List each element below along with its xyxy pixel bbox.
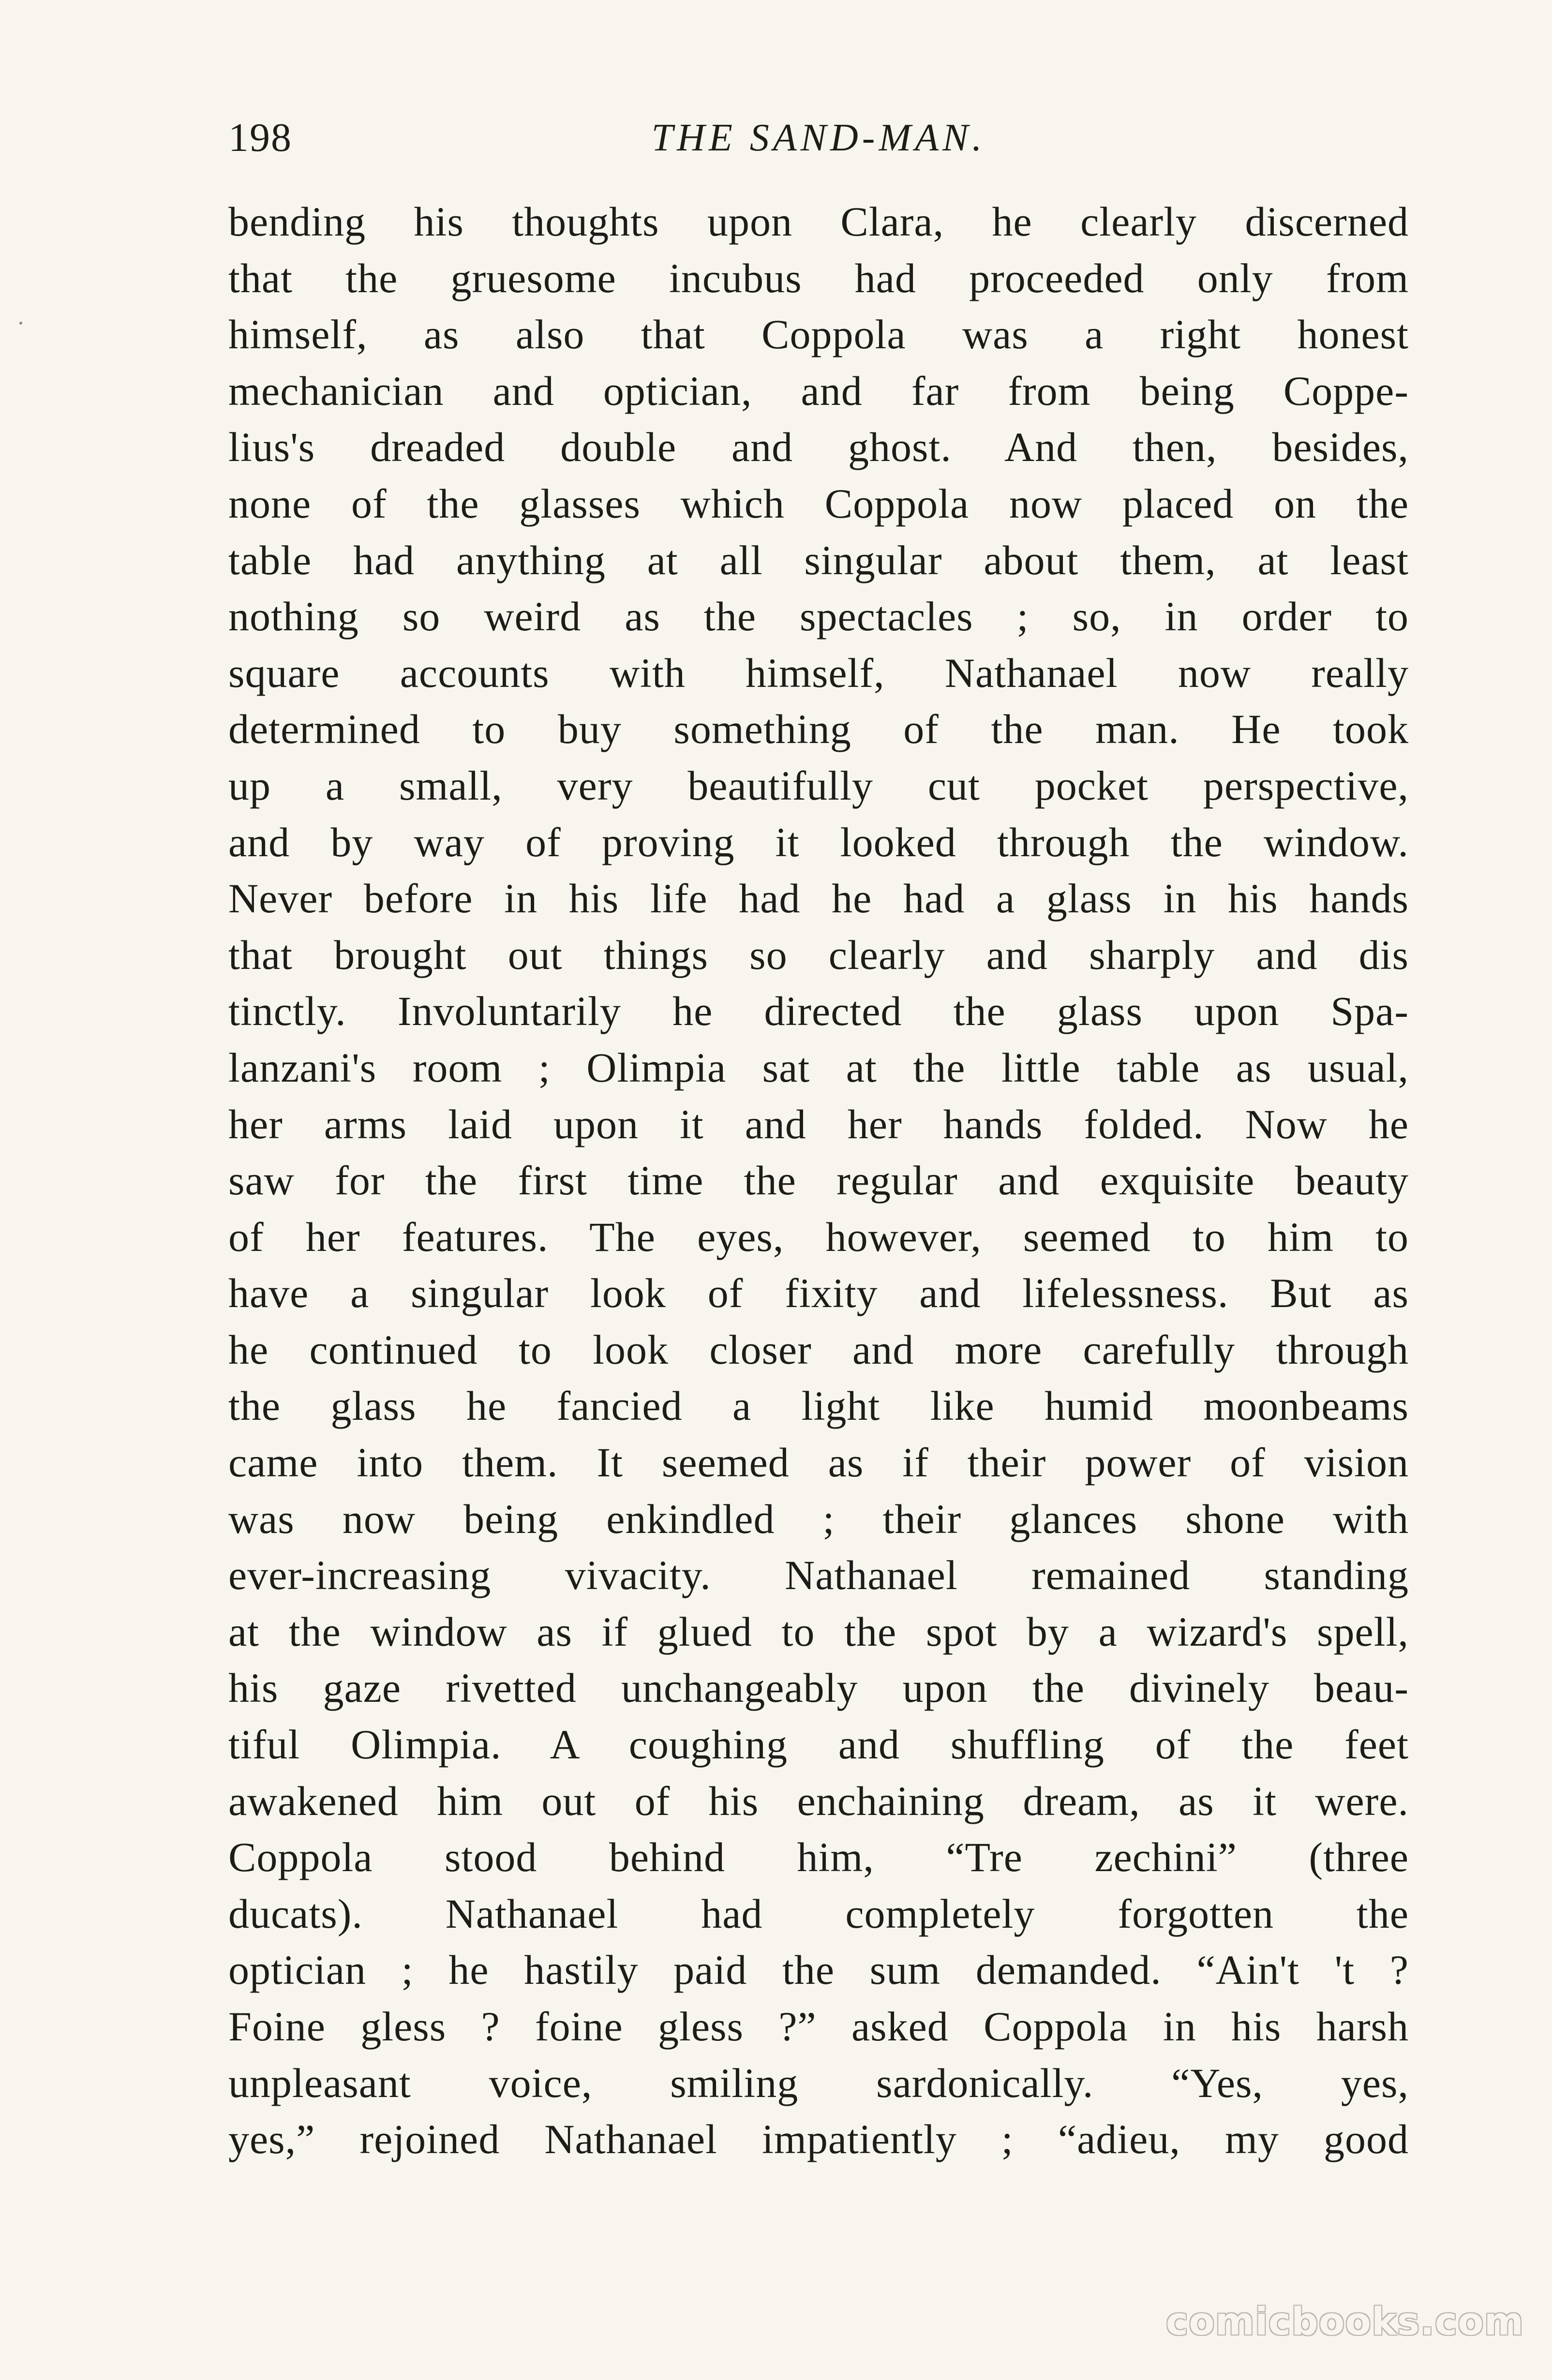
text-line: at the window as if glued to the spot by a wizard's spell, bbox=[228, 1608, 1409, 1655]
text-line: yes,” rejoined Nathanael impatiently ; “adieu, my good bbox=[228, 2116, 1409, 2163]
text-line: himself, as also that Coppola was a right honest bbox=[228, 311, 1409, 358]
page-header bbox=[228, 102, 1409, 174]
text-line: have a singular look of fixity and lifelessness. But as bbox=[228, 1270, 1409, 1317]
text-line: Coppola stood behind him, “Tre zechini” (three bbox=[228, 1834, 1409, 1881]
watermark: comicbooks.com bbox=[1165, 2300, 1524, 2344]
text-line: tinctly. Involuntarily he directed the glass upon Spa- bbox=[228, 988, 1409, 1035]
text-line: awakened him out of his enchaining dream, as it were. bbox=[228, 1777, 1409, 1824]
running-title: THE SAND-MAN. bbox=[651, 117, 986, 159]
page-number: 198 bbox=[228, 115, 292, 160]
text-line: tiful Olimpia. A coughing and shuffling of the feet bbox=[228, 1721, 1409, 1768]
text-line: nothing so weird as the spectacles ; so, in order to bbox=[228, 593, 1409, 640]
text-line: none of the glasses which Coppola now placed on the bbox=[228, 480, 1409, 527]
text-line: his gaze rivetted unchangeably upon the divinely beau- bbox=[228, 1665, 1409, 1711]
text-line: mechanician and optician, and far from being Coppe- bbox=[228, 367, 1409, 414]
text-line: that the gruesome incubus had proceeded only from bbox=[228, 254, 1409, 301]
text-line: square accounts with himself, Nathanael now really bbox=[228, 649, 1409, 696]
text-line: Never before in his life had he had a glass in his hands bbox=[228, 875, 1409, 922]
text-line: bending his thoughts upon Clara, he clearly discerned bbox=[228, 198, 1409, 245]
text-line: determined to buy something of the man. He took bbox=[228, 706, 1409, 753]
text-line: ever-increasing vivacity. Nathanael remained standing bbox=[228, 1552, 1409, 1599]
text-line: was now being enkindled ; their glances shone with bbox=[228, 1495, 1409, 1542]
text-line: lanzani's room ; Olimpia sat at the little table as usual, bbox=[228, 1044, 1409, 1091]
text-line: of her features. The eyes, however, seemed to him to bbox=[228, 1213, 1409, 1260]
text-line: saw for the first time the regular and exquisite beauty bbox=[228, 1157, 1409, 1204]
text-line: lius's dreaded double and ghost. And then, besides, bbox=[228, 424, 1409, 471]
text-line: Foine gless ? foine gless ?” asked Coppola in his harsh bbox=[228, 2003, 1409, 2050]
text-line: optician ; he hastily paid the sum demanded. “Ain't 't ? bbox=[228, 1947, 1409, 1993]
text-line: that brought out things so clearly and sharply and dis bbox=[228, 931, 1409, 978]
text-line: ducats). Nathanael had completely forgotten the bbox=[228, 1890, 1409, 1937]
text-line: up a small, very beautifully cut pocket perspective, bbox=[228, 762, 1409, 809]
text-line: table had anything at all singular about them, at least bbox=[228, 536, 1409, 583]
text-line: came into them. It seemed as if their power of vision bbox=[228, 1439, 1409, 1486]
text-line: the glass he fancied a light like humid moonbeams bbox=[228, 1383, 1409, 1429]
body-text bbox=[228, 193, 1409, 2168]
text-line: unpleasant voice, smiling sardonically. “Yes, yes, bbox=[228, 2059, 1409, 2106]
text-line: and by way of proving it looked through the window. bbox=[228, 818, 1409, 865]
text-line: her arms laid upon it and her hands folded. Now he bbox=[228, 1101, 1409, 1147]
ink-speck bbox=[19, 322, 22, 325]
text-line: he continued to look closer and more carefully through bbox=[228, 1326, 1409, 1373]
